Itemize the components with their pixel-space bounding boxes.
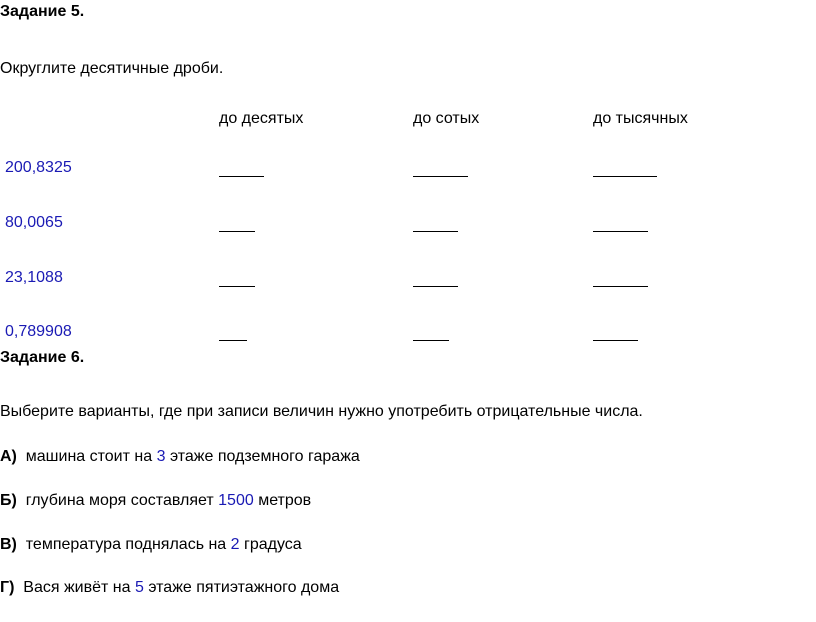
option-number: 3 [156,448,166,465]
option-number: 2 [230,536,240,553]
answer-blank[interactable] [219,286,255,287]
option-g[interactable] [0,578,339,598]
option-b[interactable] [0,491,311,511]
option-number: 1500 [218,492,254,509]
header-thousandths: до тысячных [593,110,688,127]
decimal-value: 80,0065 [5,214,63,231]
answer-blank[interactable] [413,286,458,287]
option-text: машина стоит на [25,448,153,465]
option-text: температура поднялась на [25,536,227,553]
option-v[interactable] [0,535,302,555]
option-text: глубина моря составляет [25,492,214,509]
answer-blank[interactable] [413,340,449,341]
answer-blank[interactable] [219,176,264,177]
answer-blank[interactable] [593,231,648,232]
decimal-value: 0,789908 [5,323,72,340]
option-letter: В) [0,536,17,553]
option-letter: Г) [0,579,15,596]
answer-blank[interactable] [593,176,657,177]
option-number: 5 [134,579,144,596]
task5-title: Задание 5. [0,3,85,20]
header-hundredths: до сотых [413,110,480,127]
answer-blank[interactable] [413,231,458,232]
task5-instruction: Округлите десятичные дроби. [0,60,224,77]
task6-title: Задание 6. [0,349,85,366]
answer-blank[interactable] [413,176,468,177]
option-text: этаже пятиэтажного дома [148,579,340,596]
decimal-value: 23,1088 [5,269,63,286]
decimal-value: 200,8325 [5,159,72,176]
option-letter: Б) [0,492,17,509]
option-a[interactable] [0,447,360,467]
answer-blank[interactable] [219,231,255,232]
answer-blank[interactable] [219,340,247,341]
option-text: метров [258,492,312,509]
task6-instruction: Выберите варианты, где при записи величин нужно употребить отрицательные числа. [0,403,643,420]
answer-blank[interactable] [593,340,638,341]
option-text: градуса [244,536,302,553]
option-text: Вася живёт на [23,579,131,596]
answer-blank[interactable] [593,286,648,287]
option-text: этаже подземного гаража [169,448,360,465]
header-tenths: до десятых [219,110,304,127]
option-letter: А) [0,448,17,465]
